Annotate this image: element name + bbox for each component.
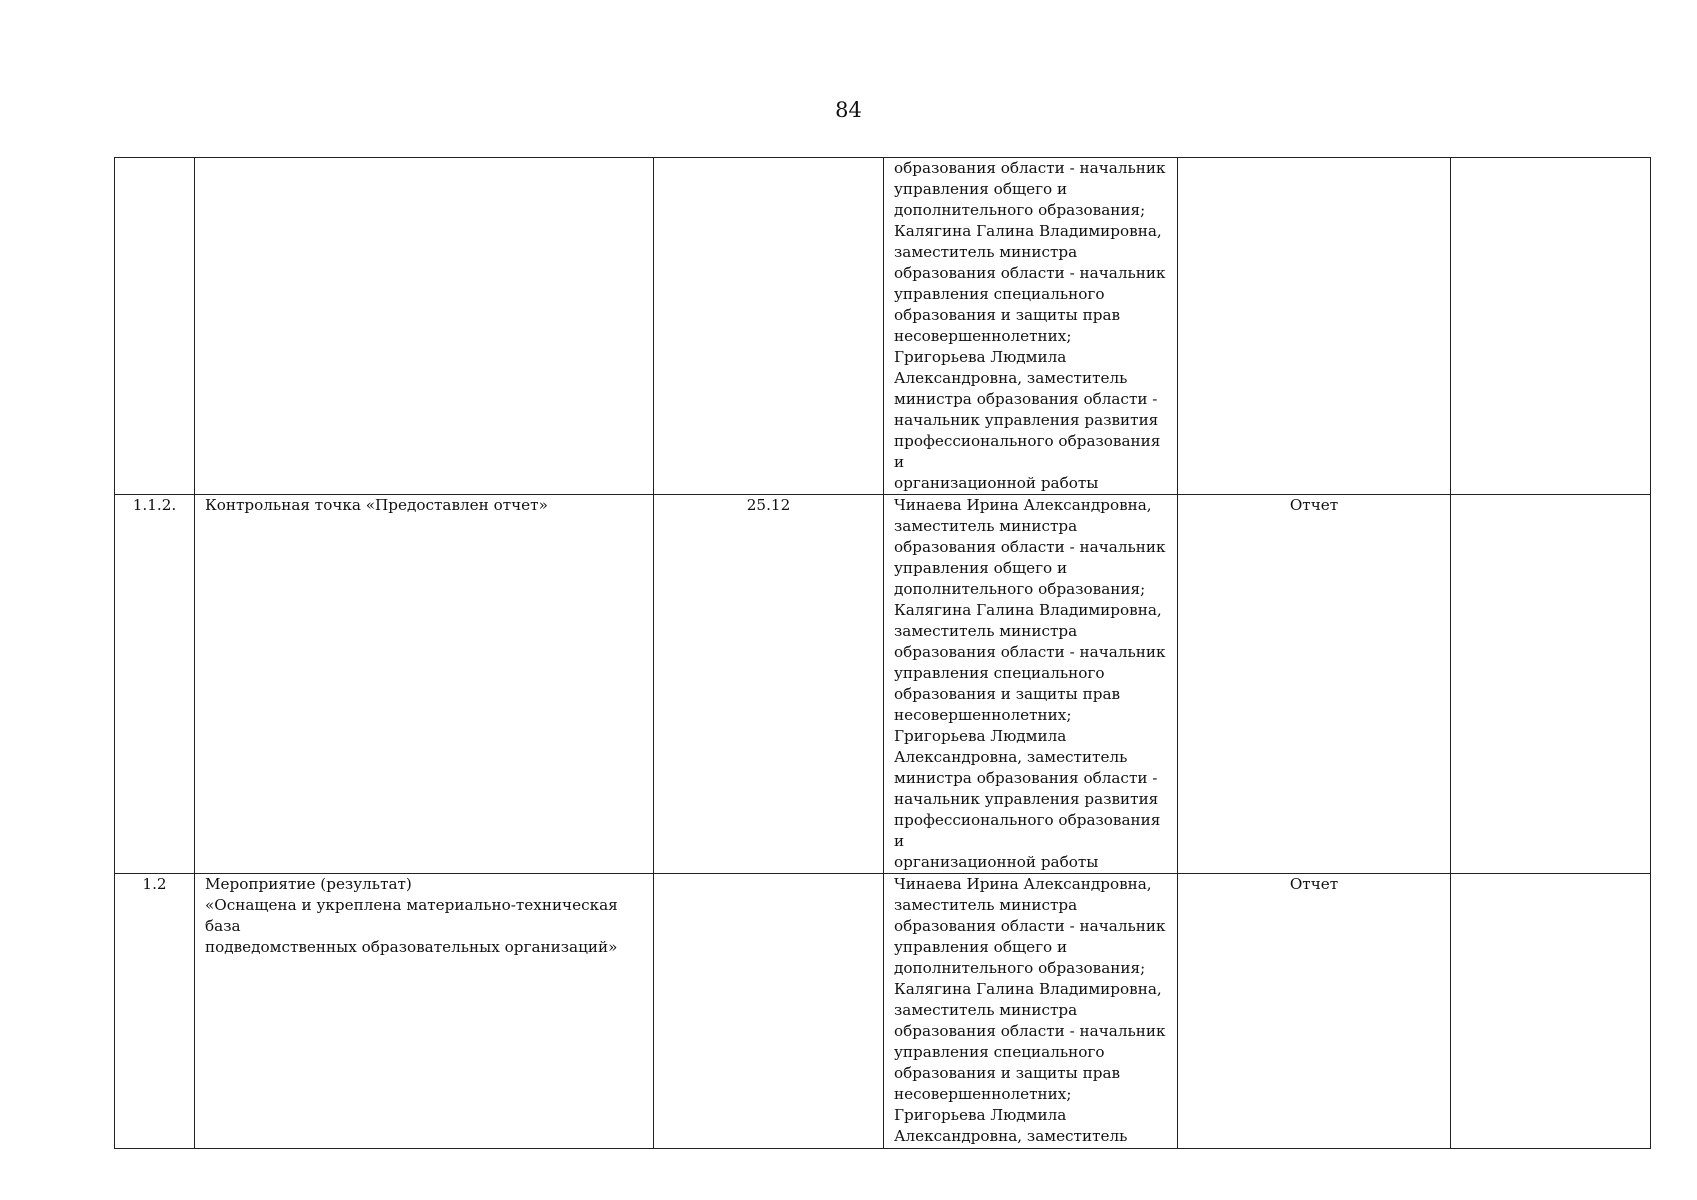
row-document-cell: Отчет [1178,495,1451,874]
row-date-cell: 25.12 [654,495,884,874]
row-number-cell: 1.1.2. [115,495,195,874]
page-number: 84 [835,98,862,122]
row-document-cell [1178,158,1451,495]
row-name-cell: Контрольная точка «Предоставлен отчет» [195,495,654,874]
row-number-cell: 1.2 [115,874,195,1149]
table-row [115,158,1651,495]
row-date-cell [654,874,884,1149]
row-date-cell [654,158,884,495]
row-extra-cell [1451,874,1651,1149]
row-name-cell: Мероприятие (результат) «Оснащена и укреплена материально-техническая база подведомственных образовательных организаций» [195,874,654,1149]
plan-table [114,157,1651,1149]
row-number-cell [115,158,195,495]
row-extra-cell [1451,495,1651,874]
row-extra-cell [1451,158,1651,495]
row-name-cell [195,158,654,495]
table-row [115,874,1651,1149]
row-document-cell: Отчет [1178,874,1451,1149]
row-responsible-cell: образования области - начальник управления общего и дополнительного образования; Калягина Галина Владимировна, заместитель министра образования области - начальник управления специального образования и защиты прав несовершеннолетних; Григорьева Людмила Александровна, заместитель министра образования области - начальник управления развития профессионального образования и организационной работы [884,158,1178,495]
row-responsible-cell: Чинаева Ирина Александровна, заместитель министра образования области - начальник управления общего и дополнительного образования; Калягина Галина Владимировна, заместитель министра образования области - начальник управления специального образования и защиты прав несовершеннолетних; Григорьева Людмила Александровна, заместитель министра образования области - начальник управления развития профессионального образования и организационной работы [884,495,1178,874]
row-responsible-cell: Чинаева Ирина Александровна, заместитель министра образования области - начальник управления общего и дополнительного образования; Калягина Галина Владимировна, заместитель министра образования области - начальник управления специального образования и защиты прав несовершеннолетних; Григорьева Людмила Александровна, заместитель [884,874,1178,1149]
table-row [115,495,1651,874]
